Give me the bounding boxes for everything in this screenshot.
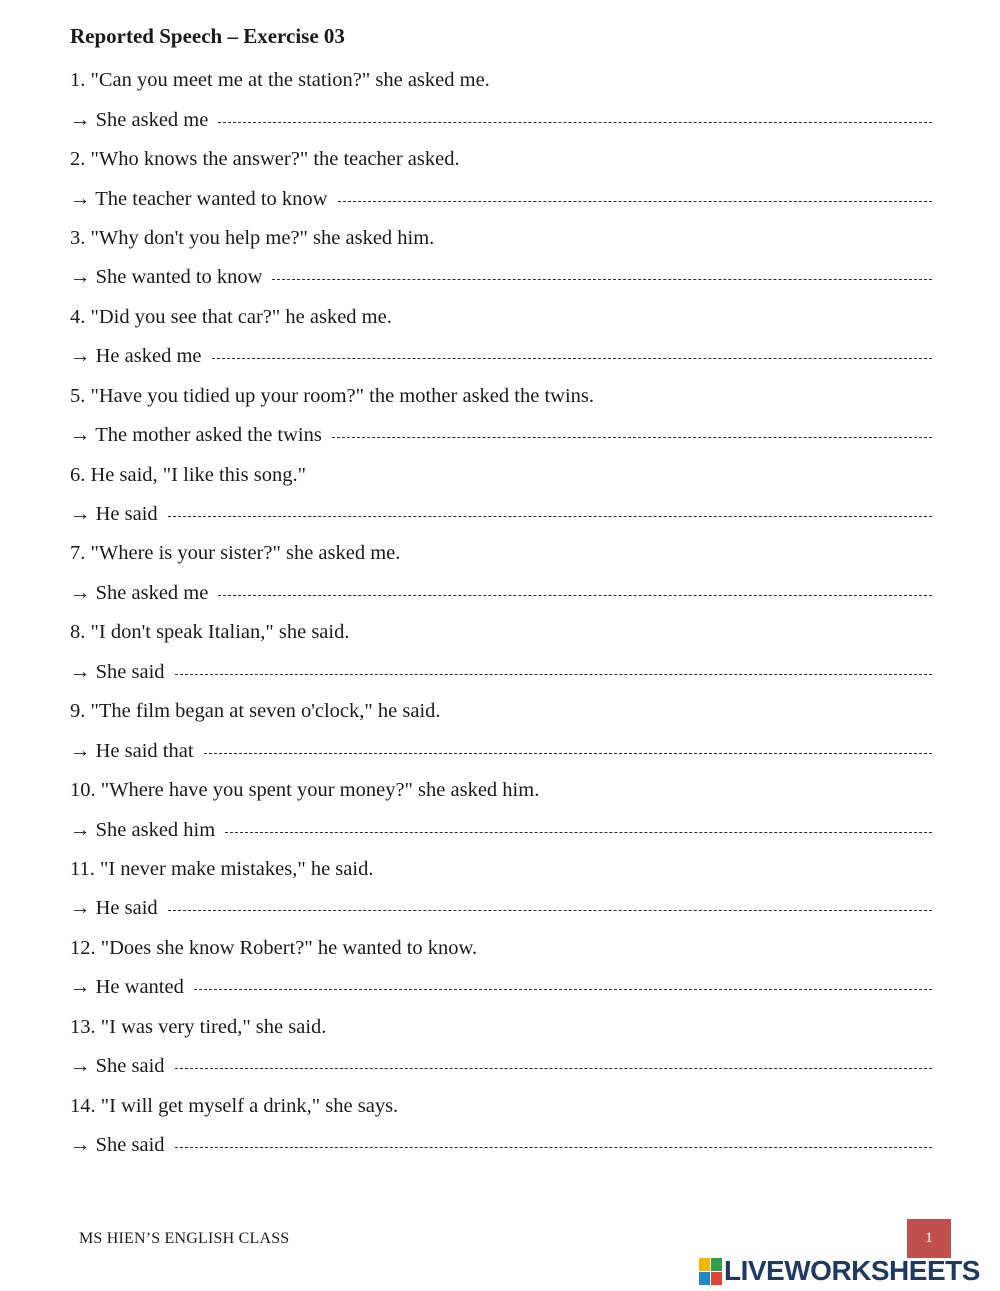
footer-class-name: MS HIEN’S ENGLISH CLASS bbox=[79, 1230, 290, 1247]
liveworksheets-logo-icon bbox=[699, 1258, 722, 1285]
answer-line[interactable] bbox=[70, 889, 932, 928]
question-text: 3. "Why don't you help me?" she asked him. bbox=[70, 226, 435, 249]
answer-prefix: → He asked me bbox=[70, 345, 202, 368]
question-text: 9. "The film began at seven o'clock," he said. bbox=[70, 700, 441, 723]
answer-prefix: → He wanted bbox=[70, 976, 184, 999]
answer-prefix: → She asked me bbox=[70, 108, 209, 131]
question-text: 10. "Where have you spent your money?" she asked him. bbox=[70, 779, 540, 802]
answer-line[interactable] bbox=[70, 653, 932, 692]
answer-blank[interactable] bbox=[272, 279, 932, 280]
answer-prefix: → She said bbox=[70, 660, 165, 683]
worksheet-title: Reported Speech – Exercise 03 bbox=[70, 24, 345, 48]
answer-line[interactable] bbox=[70, 258, 932, 297]
question-text: 6. He said, "I like this song." bbox=[70, 463, 306, 486]
answer-line[interactable] bbox=[70, 416, 932, 455]
answer-blank[interactable] bbox=[218, 122, 932, 123]
logo-square-icon bbox=[711, 1272, 722, 1285]
answer-blank[interactable] bbox=[168, 516, 932, 517]
question-text: 5. "Have you tidied up your room?" the mother asked the twins. bbox=[70, 384, 595, 407]
answer-blank[interactable] bbox=[175, 1068, 932, 1069]
answer-blank[interactable] bbox=[175, 1147, 932, 1148]
answer-prefix: → The mother asked the twins bbox=[70, 424, 322, 447]
answer-line[interactable] bbox=[70, 810, 932, 849]
answer-prefix: → He said bbox=[70, 897, 158, 920]
logo-square-icon bbox=[711, 1258, 722, 1271]
question-text: 2. "Who knows the answer?" the teacher asked. bbox=[70, 148, 460, 171]
question-text: 1. "Can you meet me at the station?" she asked me. bbox=[70, 69, 490, 92]
answer-prefix: → She wanted to know bbox=[70, 266, 263, 289]
answer-blank[interactable] bbox=[218, 595, 932, 596]
question-text: 11. "I never make mistakes," he said. bbox=[70, 857, 374, 880]
answer-blank[interactable] bbox=[204, 753, 932, 754]
answer-blank[interactable] bbox=[168, 910, 932, 911]
answer-line[interactable] bbox=[70, 1126, 932, 1165]
page-number-badge: 1 bbox=[907, 1219, 951, 1258]
answer-prefix: → He said bbox=[70, 503, 158, 526]
answer-line[interactable] bbox=[70, 495, 932, 534]
liveworksheets-brand[interactable] bbox=[699, 1256, 980, 1286]
answer-line[interactable] bbox=[70, 1047, 932, 1086]
question-text: 14. "I will get myself a drink," she says. bbox=[70, 1094, 399, 1117]
answer-blank[interactable] bbox=[212, 358, 933, 359]
answer-prefix: → She said bbox=[70, 1055, 165, 1078]
answer-blank[interactable] bbox=[175, 674, 932, 675]
answer-line[interactable] bbox=[70, 574, 932, 613]
answer-blank[interactable] bbox=[194, 989, 932, 990]
answer-line[interactable] bbox=[70, 337, 932, 376]
answer-line[interactable] bbox=[70, 968, 932, 1007]
question-text: 8. "I don't speak Italian," she said. bbox=[70, 621, 350, 644]
brand-name: LIVEWORKSHEETS bbox=[724, 1255, 980, 1286]
question-text: 13. "I was very tired," she said. bbox=[70, 1015, 327, 1038]
answer-line[interactable] bbox=[70, 731, 932, 770]
answer-blank[interactable] bbox=[332, 437, 932, 438]
answer-blank[interactable] bbox=[338, 201, 933, 202]
logo-square-icon bbox=[699, 1272, 710, 1285]
answer-blank[interactable] bbox=[225, 832, 932, 833]
question-text: 4. "Did you see that car?" he asked me. bbox=[70, 305, 392, 328]
answer-prefix: → The teacher wanted to know bbox=[70, 187, 328, 210]
exercise-list bbox=[70, 61, 932, 1165]
answer-prefix: → He said that bbox=[70, 739, 194, 762]
answer-line[interactable] bbox=[70, 100, 932, 139]
logo-square-icon bbox=[699, 1258, 710, 1271]
answer-prefix: → She asked him bbox=[70, 818, 216, 841]
question-text: 7. "Where is your sister?" she asked me. bbox=[70, 542, 401, 565]
answer-line[interactable] bbox=[70, 179, 932, 218]
question-text: 12. "Does she know Robert?" he wanted to know. bbox=[70, 936, 478, 959]
answer-prefix: → She asked me bbox=[70, 581, 209, 604]
answer-prefix: → She said bbox=[70, 1134, 165, 1157]
